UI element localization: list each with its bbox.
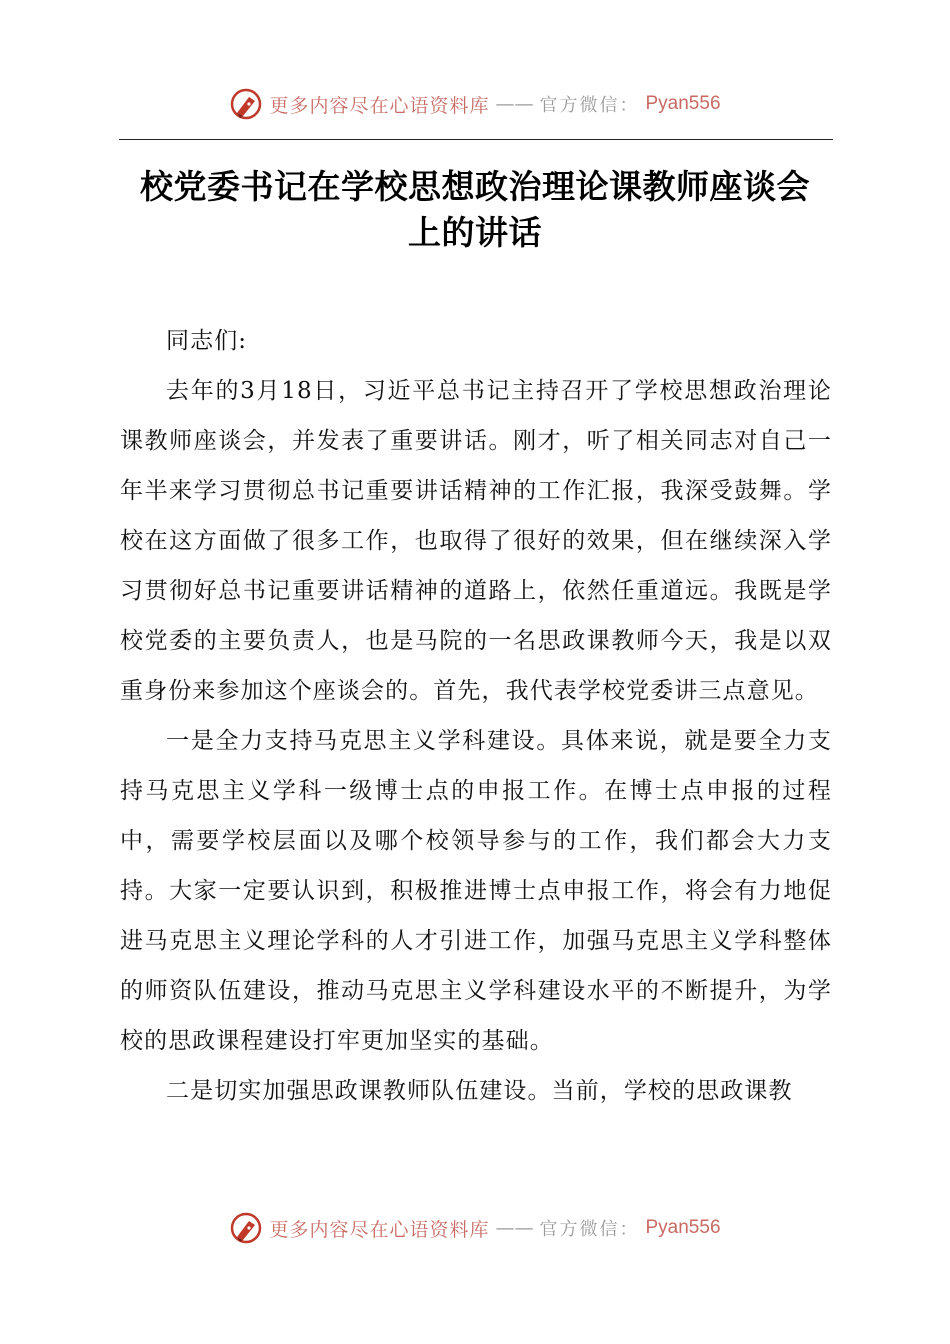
paragraph: 去年的3月18日，习近平总书记主持召开了学校思想政治理论课教师座谈会，并发表了重要讲话。刚才，听了相关同志对自己一年半来学习贯彻总书记重要讲话精神的工作汇报，我深受鼓舞。学校在这方面做了很多工作，也取得了很好的效果，但在继续深入学习贯彻好总书记重要讲话精神的道路上，依然任重道远。我既是学校党委的主要负责人，也是马院的一名思政课教师今天，我是以双重身份来参加这个座谈会的。首先，我代表学校党委讲三点意见。	[120, 378, 832, 704]
document-body	[120, 316, 832, 1116]
salutation: 同志们:	[166, 328, 248, 354]
watermark-official-label: 官方微信：	[539, 1219, 640, 1240]
watermark-official-label: 官方微信：	[539, 95, 640, 116]
watermark-brand: 更多内容尽在心语资料库	[269, 1218, 490, 1241]
paragraph: 一是全力支持马克思主义学科建设。具体来说，就是要全力支持马克思主义学科一级博士点的申报工作。在博士点申报的过程中，需要学校层面以及哪个校领导参与的工作，我们都会大力支持。大家一定要认识到，积极推进博士点申报工作，将会有力地促进马克思主义理论学科的人才引进工作，加强马克思主义学科整体的师资队伍建设，推动马克思主义学科建设水平的不断提升，为学校的思政课程建设打牢更加坚实的基础。	[120, 728, 832, 1054]
title-line-1: 校党委书记在学校思想政治理论课教师座谈会	[140, 167, 810, 206]
footer-watermark	[0, 1210, 950, 1246]
watermark-separator: ——	[495, 93, 534, 115]
title-line-2: 上的讲话	[408, 213, 542, 252]
paragraph: 二是切实加强思政课教师队伍建设。当前，学校的思政课教	[166, 1078, 793, 1104]
watermark-wechat-id: Pyan556	[645, 93, 721, 114]
watermark-brand: 更多内容尽在心语资料库	[269, 94, 490, 117]
header-divider	[119, 139, 833, 140]
pen-nib-circle-icon	[229, 87, 263, 121]
pen-nib-circle-icon	[229, 1211, 263, 1245]
header-watermark	[0, 86, 950, 122]
watermark-separator: ——	[495, 1217, 534, 1239]
watermark-wechat-id: Pyan556	[645, 1217, 721, 1238]
page-title	[110, 164, 840, 256]
